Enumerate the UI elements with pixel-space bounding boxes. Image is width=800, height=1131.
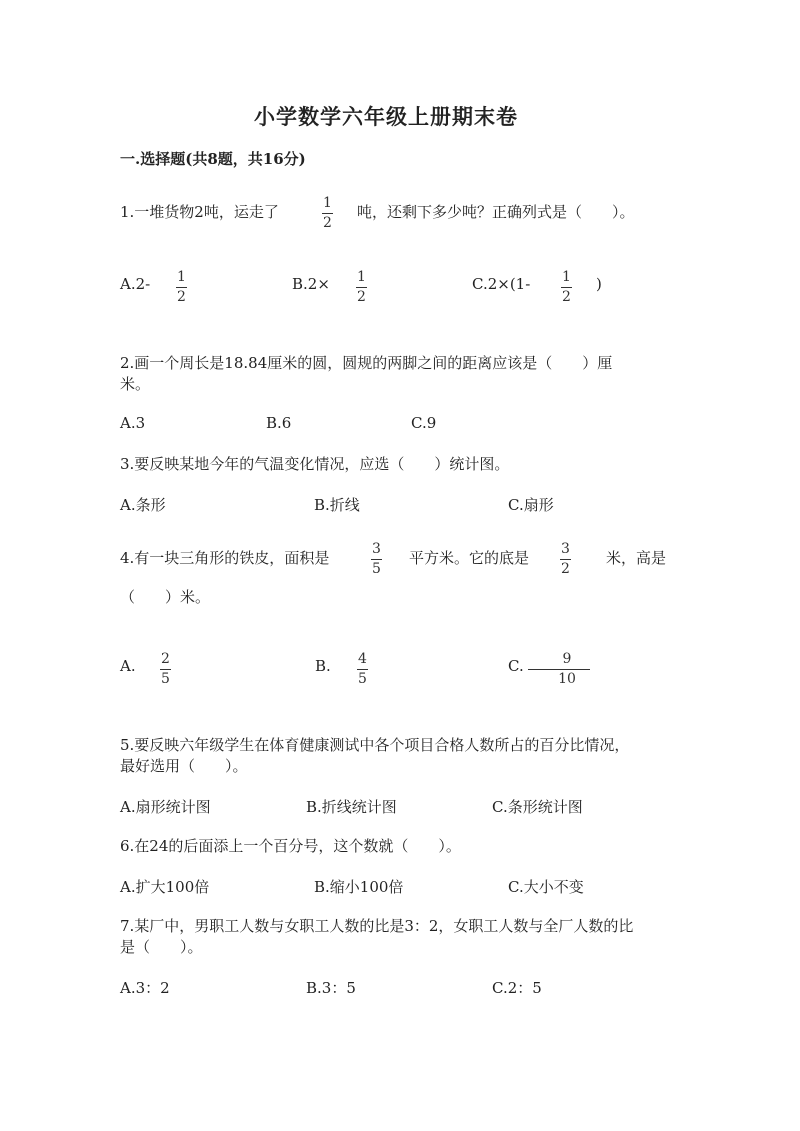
question-1-fraction: 1 2: [323, 195, 332, 231]
question-6-text: 6.在24的后面添上一个百分号，这个数就（ ）。: [120, 837, 461, 855]
question-2-option-a[interactable]: A.3: [120, 414, 146, 432]
question-4-text-b: 平方米。它的底是: [409, 549, 530, 567]
question-4-option-c[interactable]: C.: [508, 657, 524, 675]
question-7-option-c[interactable]: C.2：5: [492, 979, 542, 997]
question-4-option-b[interactable]: B.: [315, 657, 331, 675]
question-7-option-a[interactable]: A.3：2: [120, 979, 170, 997]
question-4-text-c: 米，高是: [606, 549, 667, 567]
question-3-option-b[interactable]: B.折线: [314, 496, 360, 514]
section-heading: 一.选择题(共8题，共16分): [120, 150, 306, 168]
question-7-line-2: 是（ ）。: [120, 938, 203, 956]
question-3-option-a[interactable]: A.条形: [120, 496, 166, 514]
question-1-option-c-fraction: 1 2: [562, 269, 571, 305]
question-4-fraction-area: 3 5: [372, 541, 381, 577]
question-4-fraction-base: 3 2: [561, 541, 570, 577]
question-1-text-a: 1.一堆货物2吨，运走了: [120, 203, 279, 221]
question-1-option-b-fraction: 1 2: [357, 269, 366, 305]
question-5-line-1: 5.要反映六年级学生在体育健康测试中各个项目合格人数所占的百分比情况，: [120, 736, 630, 754]
question-6-option-a[interactable]: A.扩大100倍: [120, 878, 210, 896]
question-6-option-b[interactable]: B.缩小100倍: [314, 878, 404, 896]
question-4-option-b-fraction: 4 5: [358, 651, 367, 687]
question-4-option-c-fraction: 9 10: [544, 652, 590, 687]
question-6-option-c[interactable]: C.大小不变: [508, 878, 584, 896]
question-5-option-a[interactable]: A.扇形统计图: [120, 798, 211, 816]
question-2-line-1: 2.画一个周长是18.84厘米的圆，圆规的两脚之间的距离应该是（ ）厘: [120, 354, 613, 372]
question-4-option-a[interactable]: A.: [120, 657, 136, 675]
question-1-option-c-close: ): [596, 275, 602, 293]
question-4-option-a-fraction: 2 5: [161, 651, 170, 687]
question-1-option-b[interactable]: B.2×: [292, 275, 330, 293]
question-3-text: 3.要反映某地今年的气温变化情况，应选（ ）统计图。: [120, 455, 510, 473]
question-2-line-2: 米。: [120, 375, 151, 393]
question-1-option-a[interactable]: A.2-: [120, 275, 151, 293]
question-7-option-b[interactable]: B.3：5: [306, 979, 356, 997]
question-5-option-c[interactable]: C.条形统计图: [492, 798, 583, 816]
question-5-line-2: 最好选用（ ）。: [120, 757, 248, 775]
question-2-option-c[interactable]: C.9: [411, 414, 437, 432]
question-4-line-2: （ ）米。: [120, 588, 211, 606]
question-3-option-c[interactable]: C.扇形: [508, 496, 554, 514]
question-4-text-a: 4.有一块三角形的铁皮，面积是: [120, 549, 330, 567]
question-1-option-a-fraction: 1 2: [177, 269, 186, 305]
question-1-text-b: 吨，还剩下多少吨？正确列式是（ ）。: [357, 203, 635, 221]
page-title: 小学数学六年级上册期末卷: [254, 104, 518, 129]
question-5-option-b[interactable]: B.折线统计图: [306, 798, 397, 816]
question-1-option-c[interactable]: C.2×(1-: [472, 275, 531, 293]
question-2-option-b[interactable]: B.6: [266, 414, 292, 432]
question-7-line-1: 7.某厂中，男职工人数与女职工人数的比是3：2，女职工人数与全厂人数的比: [120, 917, 634, 935]
